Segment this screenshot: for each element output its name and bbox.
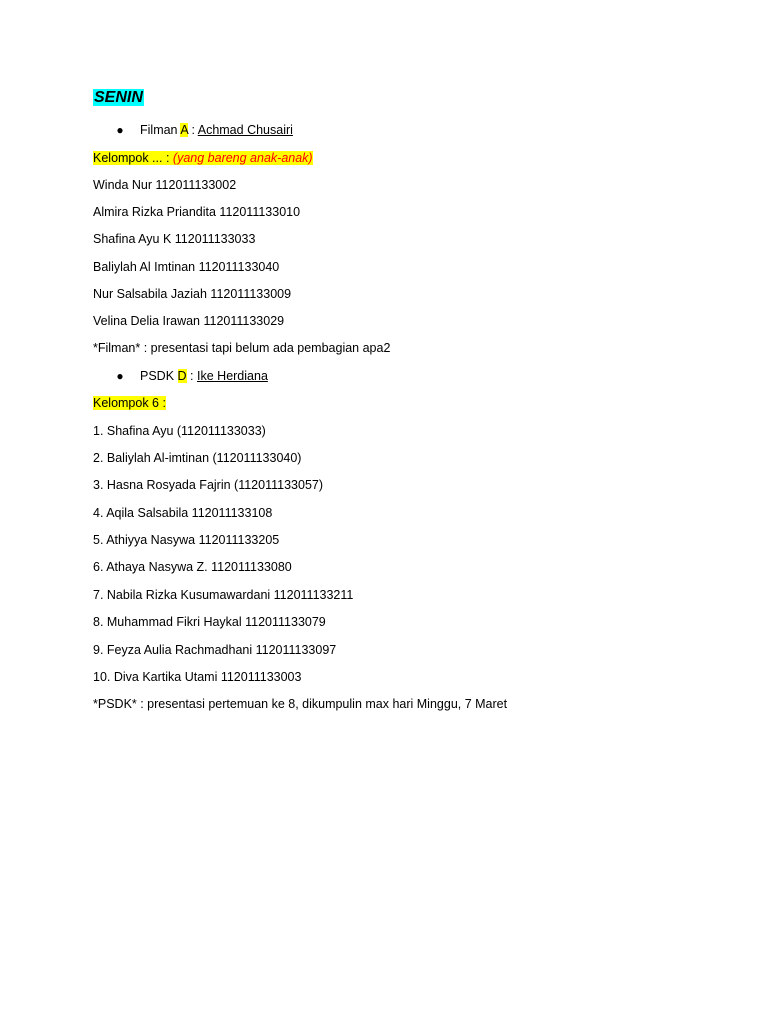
separator: : bbox=[191, 123, 195, 137]
list-item: 6. Athaya Nasywa Z. 112011133080 bbox=[93, 560, 292, 574]
course-name: PSDK bbox=[140, 369, 175, 383]
list-item: 8. Muhammad Fikri Haykal 112011133079 bbox=[93, 615, 326, 629]
list-item: 9. Feyza Aulia Rachmadhani 112011133097 bbox=[93, 643, 337, 657]
list-item: 10. Diva Kartika Utami 112011133003 bbox=[93, 670, 302, 684]
group-label: Kelompok 6 : bbox=[93, 396, 166, 410]
course-filman bbox=[116, 120, 293, 140]
group-label: Kelompok ... : bbox=[93, 151, 170, 165]
lecturer-name: Ike Herdiana bbox=[197, 369, 268, 383]
course-psdk bbox=[116, 366, 268, 386]
separator: : bbox=[190, 369, 194, 383]
class-letter: A bbox=[180, 123, 188, 137]
list-item: Nur Salsabila Jaziah 112011133009 bbox=[93, 287, 292, 301]
group-heading-psdk bbox=[93, 393, 166, 413]
list-item: Baliylah Al Imtinan 112011133040 bbox=[93, 260, 280, 274]
list-item: Winda Nur 112011133002 bbox=[93, 178, 237, 192]
psdk-note: *PSDK* : presentasi pertemuan ke 8, dikumpulin max hari Minggu, 7 Maret bbox=[93, 697, 508, 711]
day-heading-text: SENIN bbox=[94, 89, 143, 106]
filman-note: *Filman* : presentasi tapi belum ada pembagian apa2 bbox=[93, 341, 391, 355]
list-item: Almira Rizka Priandita 112011133010 bbox=[93, 205, 301, 219]
list-item: Velina Delia Irawan 112011133029 bbox=[93, 314, 285, 328]
bullet-icon: ● bbox=[116, 369, 124, 383]
list-item: 4. Aqila Salsabila 112011133108 bbox=[93, 506, 273, 520]
list-item: 5. Athiyya Nasywa 112011133205 bbox=[93, 533, 280, 547]
group-note: (yang bareng anak-anak) bbox=[172, 151, 313, 165]
course-name: Filman bbox=[140, 123, 178, 137]
bullet-icon: ● bbox=[116, 123, 124, 137]
class-letter: D bbox=[177, 369, 187, 383]
list-item: 7. Nabila Rizka Kusumawardani 112011133211 bbox=[93, 588, 354, 602]
list-item: 2. Baliylah Al-imtinan (112011133040) bbox=[93, 451, 302, 465]
day-heading bbox=[93, 86, 144, 110]
lecturer-name: Achmad Chusairi bbox=[197, 123, 293, 137]
list-item: Shafina Ayu K 112011133033 bbox=[93, 232, 256, 246]
list-item: 1. Shafina Ayu (112011133033) bbox=[93, 424, 266, 438]
list-item: 3. Hasna Rosyada Fajrin (112011133057) bbox=[93, 478, 324, 492]
group-heading-filman bbox=[93, 148, 313, 168]
